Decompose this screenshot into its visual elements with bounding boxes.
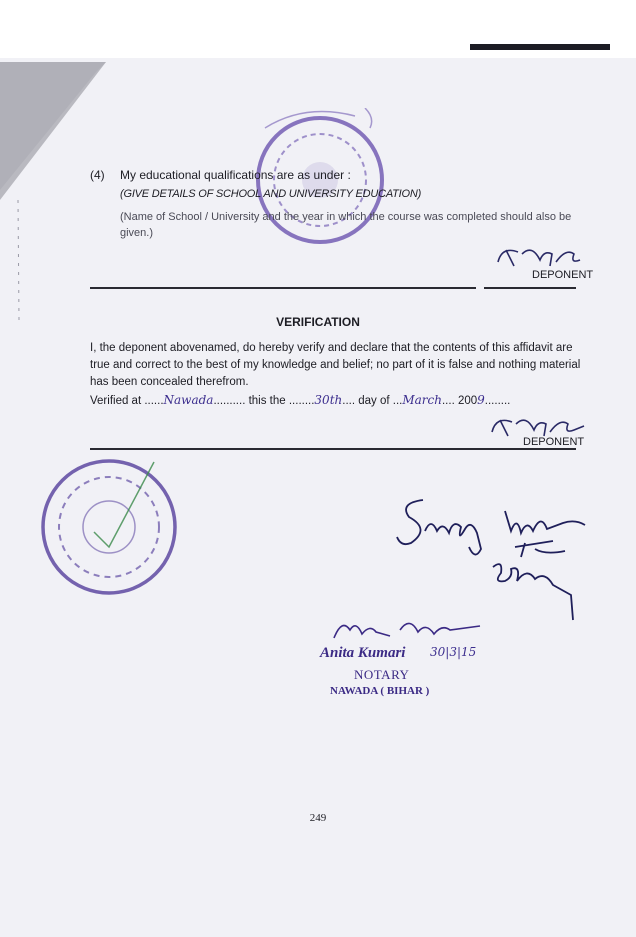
notary-place: NAWADA ( BIHAR ) [330, 685, 430, 697]
notary-date: 30|3|15 [430, 645, 477, 659]
verified-month: March [402, 393, 442, 407]
scan-noise [14, 200, 24, 320]
verified-year-digit: 9 [477, 393, 485, 407]
verified-day-of: day of [355, 395, 393, 407]
verification-body: I, the deponent abovenamed, do hereby verify and declare that the contents of this affidavit are true and correct to the best of my knowledge and belief; no part of it is false and nothing material has been concealed therefrom. [90, 342, 581, 388]
verified-dots-6: .... [441, 395, 455, 407]
verification-heading: VERIFICATION [276, 315, 360, 329]
verified-place: Nawada [163, 393, 214, 407]
verified-dots-5: ... [392, 395, 403, 407]
verified-dots-2: .......... [213, 395, 246, 407]
verified-dots-7: ........ [484, 395, 511, 407]
deponent-signature-1 [492, 240, 584, 270]
deponent-label-2: DEPONENT [523, 436, 585, 448]
notary-name: Anita Kumari [320, 645, 406, 661]
verified-year-prefix: 200 [454, 395, 478, 407]
verified-day: 30th [314, 393, 343, 407]
page-number: 249 [309, 812, 327, 824]
notary-signature [330, 608, 490, 648]
scan-edge-mark [470, 44, 610, 50]
qualifications-note: (Name of School / University and the year in which the course was completed should also be given.) [120, 211, 572, 239]
notary-title: NOTARY [354, 667, 410, 682]
qualifications-statement: My educational qualifications are as under : [120, 168, 351, 182]
qualifications-instruction: (GIVE DETAILS OF SCHOOL AND UNIVERSITY EDUCATION) [120, 188, 422, 200]
oath-commissioner-seal [34, 452, 184, 602]
verified-this-the: this the [245, 395, 289, 407]
verified-dots-3: ........ [288, 395, 315, 407]
paragraph-number: (4) [90, 168, 105, 182]
verified-prefix: Verified at [90, 395, 145, 407]
deponent-label-1: DEPONENT [532, 269, 594, 281]
verified-dots-4: .... [342, 395, 356, 407]
separator-rule-1b [484, 287, 576, 289]
verified-at-line [90, 393, 510, 407]
verified-dots-1: ...... [144, 395, 164, 407]
separator-rule-2 [90, 448, 576, 450]
separator-rule-1 [90, 287, 476, 289]
